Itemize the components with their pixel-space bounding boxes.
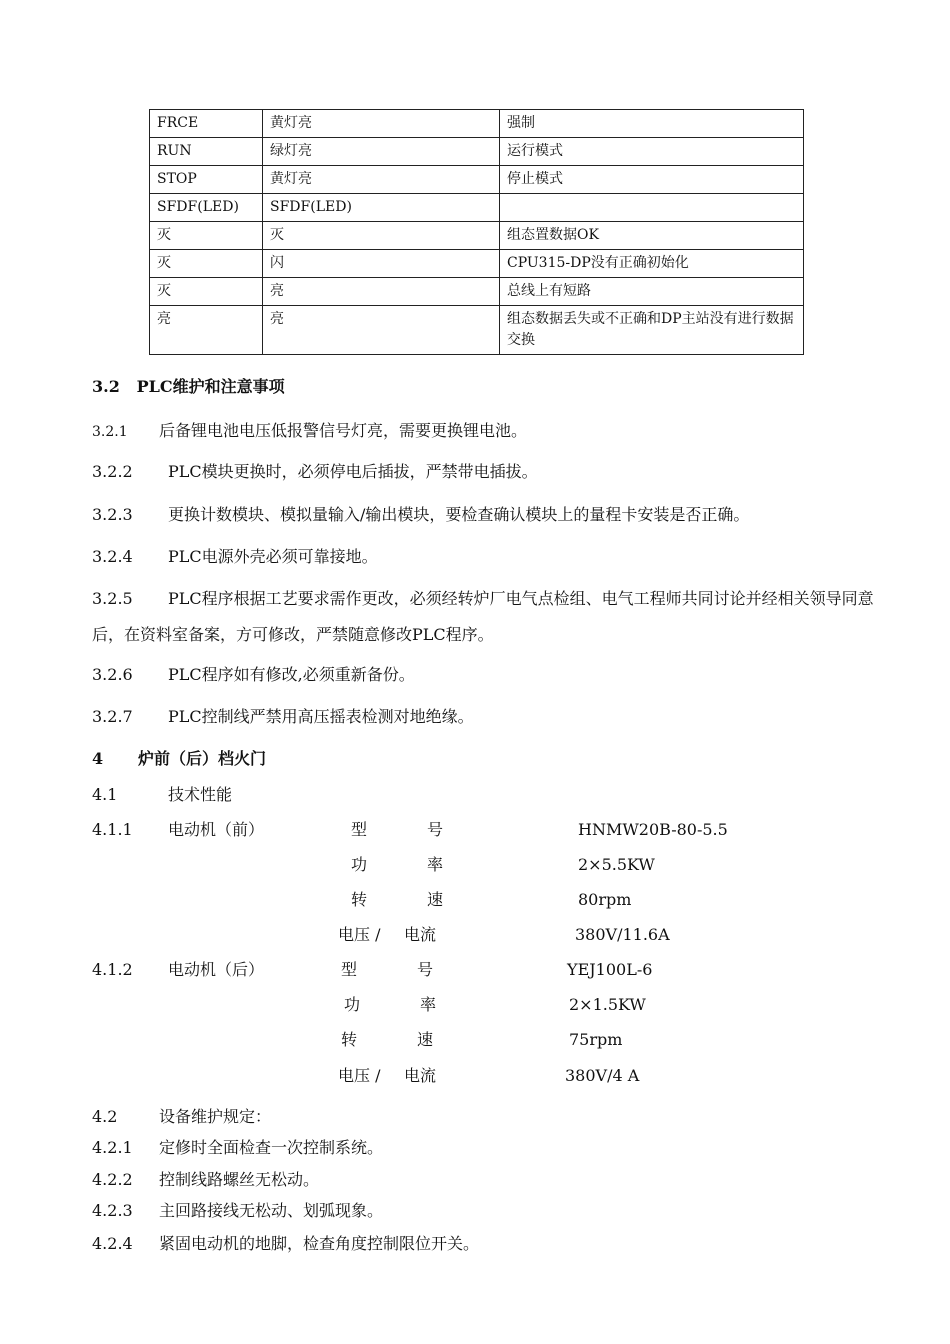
list-item (92, 707, 474, 727)
item-text: 设备维护规定： (159, 1107, 272, 1126)
table-cell: SFDF(LED) (150, 194, 263, 222)
list-item (92, 547, 378, 567)
item-number: 3.2.7 (92, 707, 133, 726)
spec-value: 75rpm (569, 1030, 623, 1049)
table-cell: FRCE (150, 110, 263, 138)
table-cell: 强制 (500, 110, 804, 138)
motor-name: 电动机（前） (168, 820, 265, 839)
table-cell: SFDF(LED) (263, 194, 500, 222)
spec-value: 380V/11.6A (575, 925, 670, 944)
table-cell: 运行模式 (500, 138, 804, 166)
table-cell: 灭 (150, 222, 263, 250)
spec-label: 电流 (404, 1066, 437, 1085)
table-row (150, 138, 804, 166)
motor-front-label (92, 820, 264, 840)
spec-label: 速 (417, 1030, 434, 1049)
subsection-heading-4-2 (92, 1107, 271, 1127)
spec-value: YEJ100L-6 (567, 960, 653, 979)
heading-number: 3.2 (92, 377, 120, 396)
item-number: 4.1 (92, 785, 118, 804)
table-cell: 灭 (263, 222, 500, 250)
table-cell: 绿灯亮 (263, 138, 500, 166)
table-row (150, 110, 804, 138)
table-cell: 闪 (263, 250, 500, 278)
item-text: PLC控制线严禁用高压摇表检测对地绝缘。 (168, 707, 474, 726)
list-item (92, 665, 415, 685)
item-text: 技术性能 (168, 785, 233, 804)
subsection-heading-4-1 (92, 785, 232, 805)
item-text: 更换计数模块、模拟量输入/输出模块，要检查确认模块上的量程卡安装是否正确。 (168, 505, 750, 524)
led-status-table (149, 109, 804, 355)
item-number: 3.2.1 (92, 424, 128, 440)
spec-label: 电压 / (338, 925, 381, 944)
spec-label: 率 (420, 995, 437, 1014)
item-number: 3.2.2 (92, 462, 133, 481)
table-cell: CPU315-DP没有正确初始化 (500, 250, 804, 278)
spec-label: 率 (427, 855, 444, 874)
list-item (92, 581, 882, 653)
item-number: 4.2 (92, 1107, 118, 1126)
section-heading-3-2 (92, 377, 285, 397)
table-cell: 灭 (150, 250, 263, 278)
item-text: 紧固电动机的地脚，检查角度控制限位开关。 (159, 1234, 480, 1253)
table-cell: RUN (150, 138, 263, 166)
item-text: 定修时全面检查一次控制系统。 (159, 1138, 384, 1157)
section-heading-4 (92, 749, 266, 769)
spec-value: HNMW20B-80-5.5 (578, 820, 728, 839)
spec-value: 2×1.5KW (569, 995, 646, 1014)
item-number: 4.1.1 (92, 820, 133, 839)
item-number: 4.1.2 (92, 960, 133, 979)
item-number: 3.2.6 (92, 665, 133, 684)
item-number: 3.2.3 (92, 505, 133, 524)
table-row (150, 250, 804, 278)
table-cell: STOP (150, 166, 263, 194)
item-number: 4.2.2 (92, 1170, 133, 1189)
list-item (92, 1170, 319, 1190)
table-cell: 停止模式 (500, 166, 804, 194)
heading-text: PLC维护和注意事项 (136, 377, 285, 396)
spec-label: 转 (351, 890, 368, 909)
table-cell (500, 194, 804, 222)
spec-label: 速 (427, 890, 444, 909)
item-text: PLC电源外壳必须可靠接地。 (168, 547, 378, 566)
table-cell: 灭 (150, 278, 263, 306)
item-text: PLC程序如有修改,必须重新备份。 (168, 665, 415, 684)
table-cell: 总线上有短路 (500, 278, 804, 306)
table-row (150, 166, 804, 194)
list-item (92, 1234, 479, 1254)
motor-rear-label (92, 960, 264, 980)
table-row (150, 222, 804, 250)
item-text: 控制线路螺丝无松动。 (159, 1170, 320, 1189)
spec-label: 型 (351, 820, 368, 839)
heading-number: 4 (92, 749, 104, 768)
table-cell: 亮 (150, 306, 263, 355)
spec-label: 电压 / (338, 1066, 381, 1085)
spec-label: 电流 (404, 925, 437, 944)
list-item (92, 1201, 383, 1221)
table-cell: 组态置数据OK (500, 222, 804, 250)
list-item (92, 1138, 383, 1158)
table-row (150, 306, 804, 355)
heading-text: 炉前（后）档火门 (138, 749, 267, 768)
table-row (150, 278, 804, 306)
spec-value: 2×5.5KW (578, 855, 655, 874)
item-number: 3.2.4 (92, 547, 133, 566)
spec-label: 功 (351, 855, 368, 874)
table-cell: 黄灯亮 (263, 110, 500, 138)
list-item (92, 462, 538, 482)
spec-label: 号 (417, 960, 434, 979)
table-cell: 黄灯亮 (263, 166, 500, 194)
table-cell: 亮 (263, 278, 500, 306)
spec-label: 号 (427, 820, 444, 839)
item-text: PLC程序根据工艺要求需作更改，必须经转炉厂电气点检组、电气工程师共同讨论并经相关领导同意后，在资料室备案，方可修改，严禁随意修改PLC程序。 (92, 589, 874, 644)
spec-label: 功 (344, 995, 361, 1014)
item-number: 4.2.1 (92, 1138, 133, 1157)
motor-name: 电动机（后） (168, 960, 265, 979)
item-text: 后备锂电池电压低报警信号灯亮，需要更换锂电池。 (159, 421, 528, 440)
item-number: 3.2.5 (92, 589, 133, 608)
item-text: PLC模块更换时，必须停电后插拔，严禁带电插拔。 (168, 462, 538, 481)
spec-label: 型 (341, 960, 358, 979)
item-number: 4.2.4 (92, 1234, 133, 1253)
table-cell: 组态数据丢失或不正确和DP主站没有进行数据交换 (500, 306, 804, 355)
table-row (150, 194, 804, 222)
table-cell: 亮 (263, 306, 500, 355)
spec-value: 80rpm (578, 890, 632, 909)
spec-value: 380V/4 A (565, 1066, 640, 1085)
item-text: 主回路接线无松动、划弧现象。 (159, 1201, 384, 1220)
spec-label: 转 (341, 1030, 358, 1049)
list-item (92, 421, 527, 442)
list-item (92, 505, 749, 525)
item-number: 4.2.3 (92, 1201, 133, 1220)
